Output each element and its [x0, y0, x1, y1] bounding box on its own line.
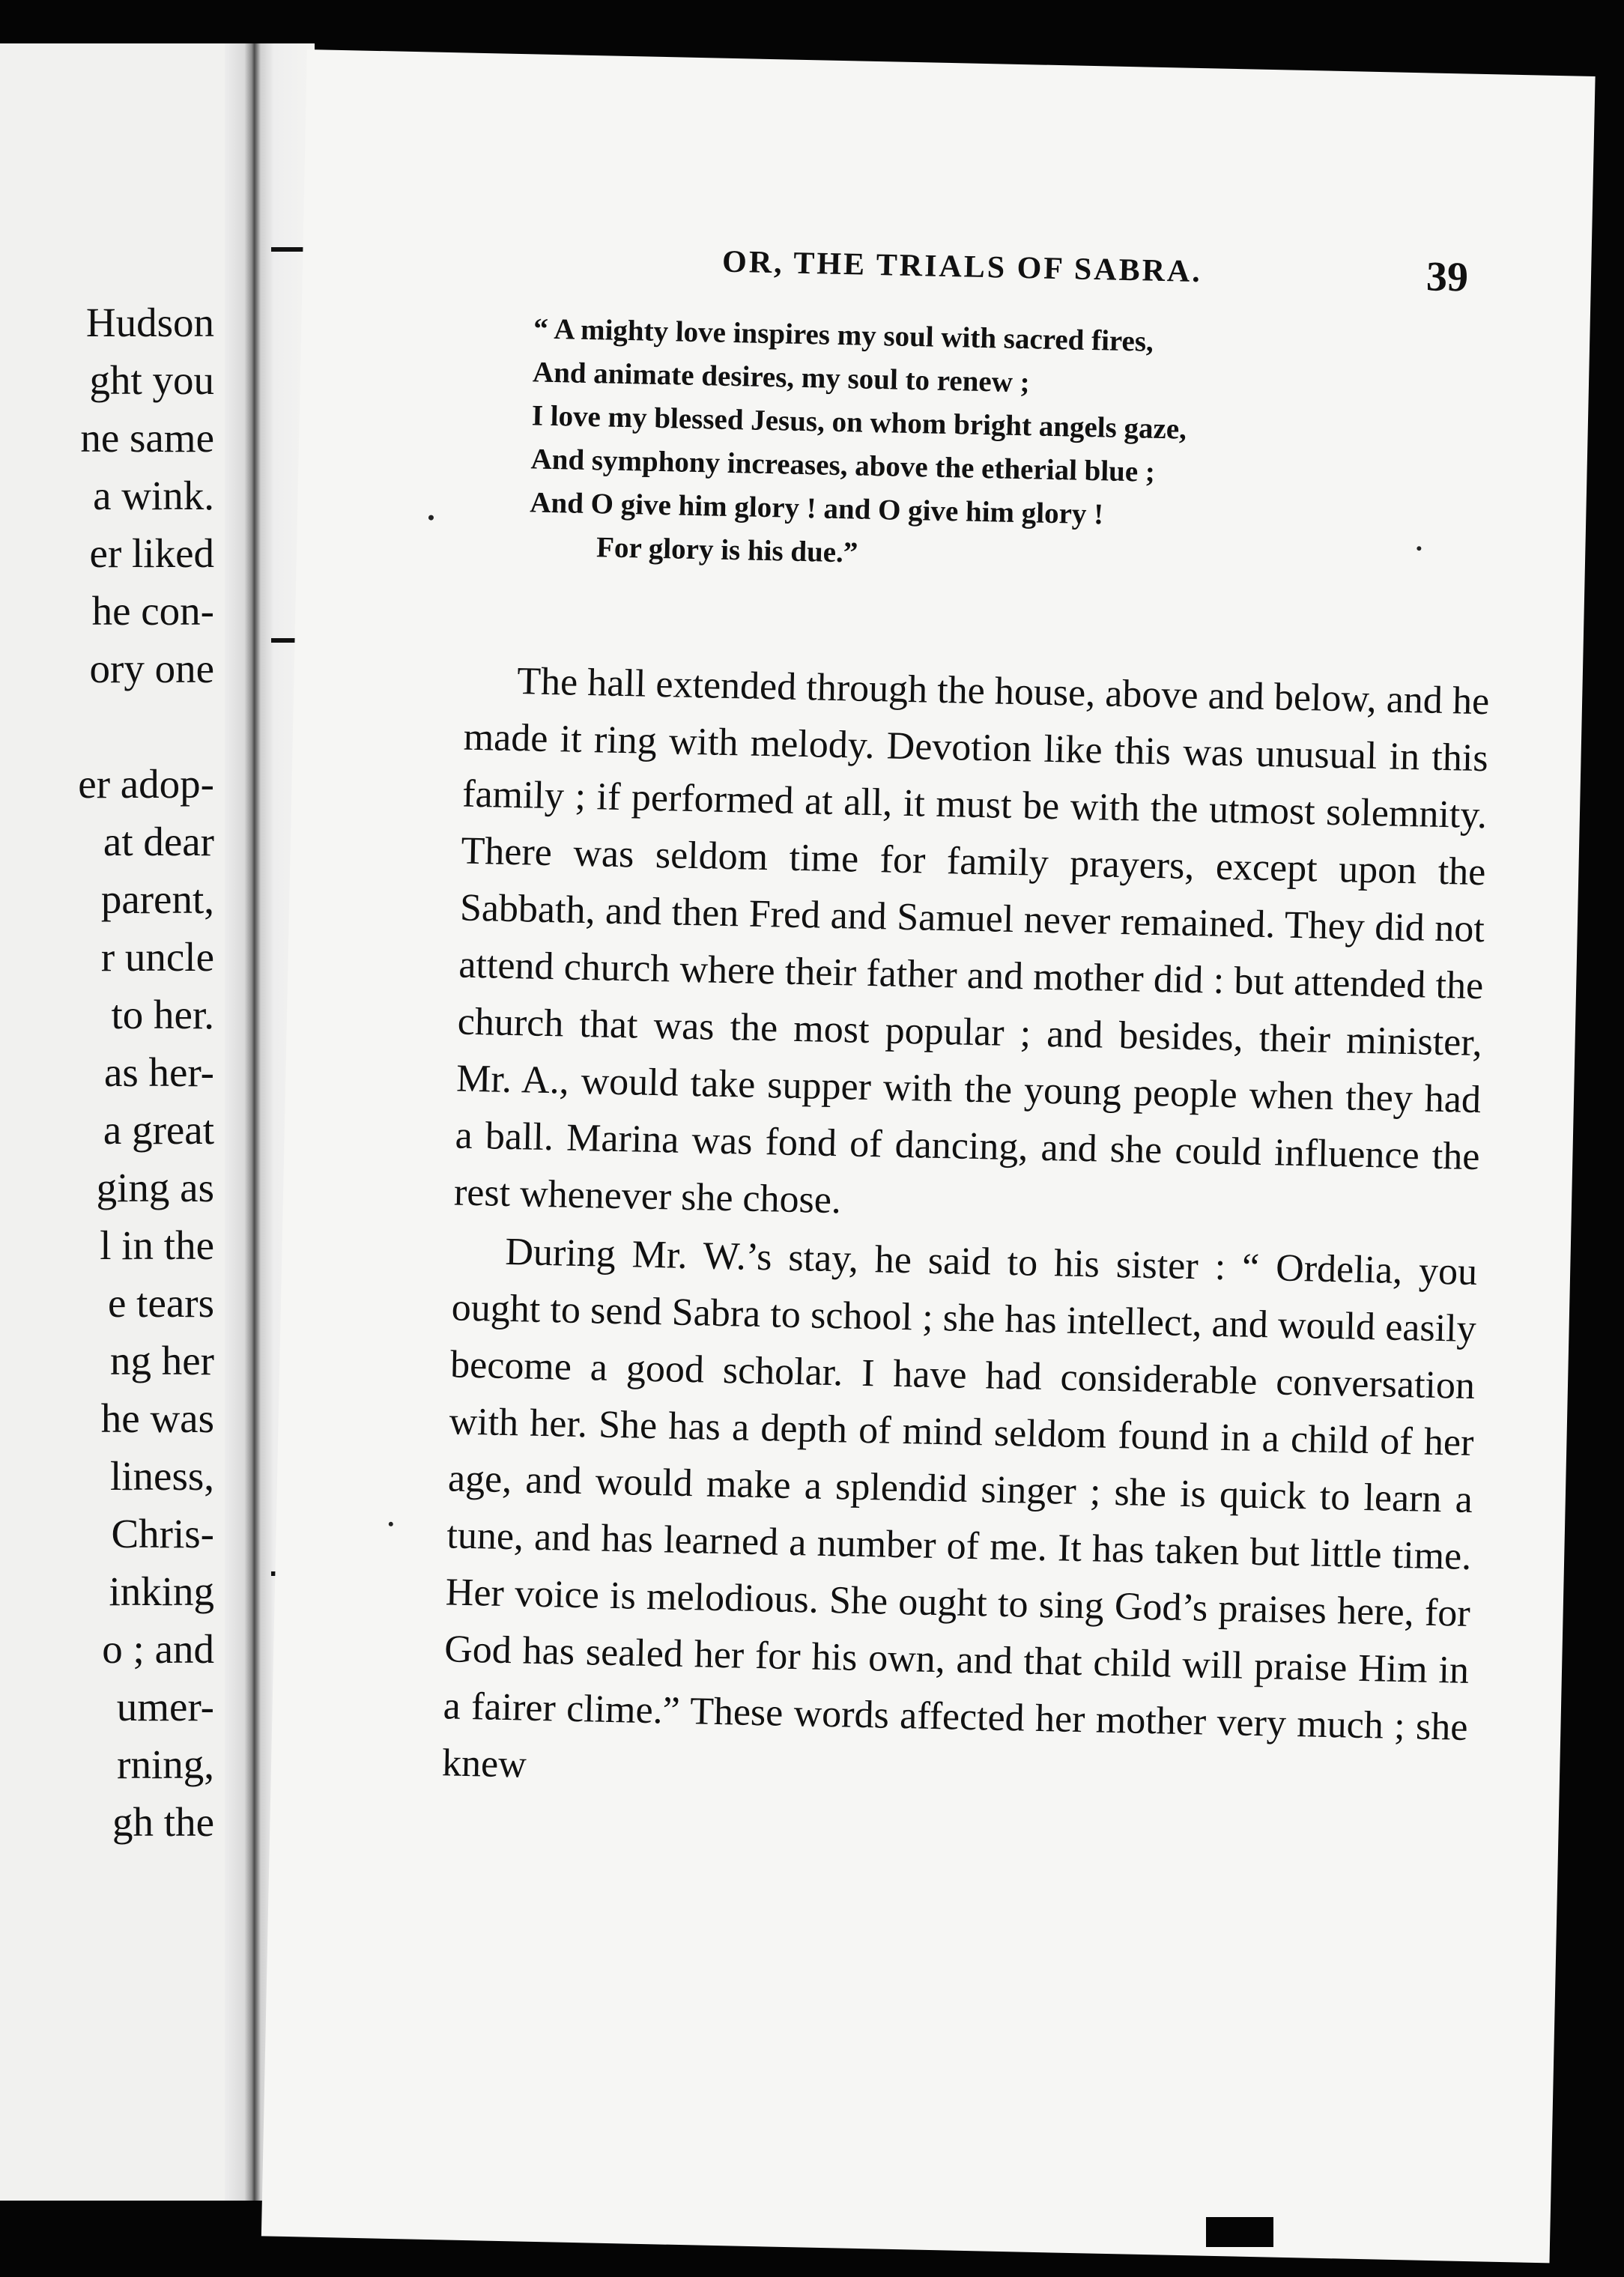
left-page-line: gh the — [112, 1799, 214, 1845]
left-page-line: ne same — [80, 415, 214, 461]
book-page — [261, 49, 1596, 2263]
poem-line: And symphony increases, above the etherial blue ; — [530, 443, 1156, 488]
left-page-line: umer- — [116, 1684, 214, 1729]
left-page-line: parent, — [100, 876, 214, 922]
paragraph: The hall extended through the house, above and below, and he made it ring with melody. Devotion like this was unusual in this family ; if performed at all, it must be with the utmost solemnity. There was seldom time for family prayers, except upon the Sabbath, and then Fred and Samuel never remained. They did not attend church where their father and mother did : but attended the church that was the most popular ; and besides, their minister, Mr. A., would take supper with the young people when they had a ball. Marina was fond of dancing, and she could influence the rest whenever she chose. — [453, 660, 1490, 1222]
left-page-line: inking — [109, 1568, 214, 1614]
scan-edge-mark — [1206, 2217, 1273, 2247]
ink-speck — [428, 515, 434, 521]
ink-speck — [1417, 546, 1421, 551]
poem-line: And O give him glory ! and O give him glory ! — [529, 486, 1104, 531]
left-page-line: ng her — [110, 1338, 214, 1383]
body-text — [441, 652, 1490, 1813]
left-page-line: as her- — [103, 1049, 214, 1095]
poem-line: And animate desires, my soul to renew ; — [532, 356, 1031, 399]
left-page-line: at dear — [103, 819, 214, 864]
left-page-line: er adop- — [78, 761, 214, 807]
running-header: OR, THE TRIALS OF SABRA. — [721, 244, 1203, 290]
left-page-line: ging as — [96, 1165, 214, 1210]
facing-page-left — [0, 43, 226, 2201]
poem-line: I love my blessed Jesus, on whom bright angels gaze, — [531, 399, 1187, 446]
binding-stitch — [271, 247, 306, 252]
left-page-line: Hudson — [85, 300, 214, 345]
left-page-line: rning, — [117, 1741, 214, 1787]
left-page-line: a great — [103, 1107, 214, 1153]
page-number: 39 — [1425, 253, 1469, 301]
paragraph: During Mr. W.’s stay, he said to his sister : “ Ordelia, you ought to send Sabra to school ; she has intellect, and would easily become a good scholar. I have had considerable conversation with her. She has a depth of mind seldom found in a child of her age, and would make a splendid singer ; she is quick to learn a tune, and has learned a number of me. It has taken but little time. Her voice is melodious. She ought to sing God’s praises here, for God has sealed her for his own, and that child will praise Him in a fairer clime.” These words affected her mother very much ; she knew — [441, 1230, 1478, 1786]
left-page-line: he was — [100, 1395, 214, 1441]
left-page-line: r uncle — [100, 934, 214, 980]
ink-speck — [389, 1522, 393, 1526]
left-page-line: ght you — [89, 357, 214, 403]
left-page-line: l in the — [100, 1222, 214, 1268]
left-page-line: Chris- — [111, 1511, 214, 1556]
left-page-line: a wink. — [93, 473, 214, 518]
left-page-line: ory one — [89, 646, 214, 691]
poem-line: For glory is his due.” — [596, 531, 858, 569]
poem-line: “ A mighty love inspires my soul with sacred fires, — [533, 312, 1154, 358]
left-page-line: liness, — [109, 1453, 214, 1499]
left-page-line: to her. — [111, 992, 214, 1037]
poem-stanza — [529, 307, 1189, 581]
left-page-line: e tears — [108, 1280, 214, 1326]
left-page-line: he con- — [91, 588, 214, 634]
left-page-line: er liked — [89, 530, 214, 576]
left-page-line: o ; and — [102, 1626, 214, 1672]
